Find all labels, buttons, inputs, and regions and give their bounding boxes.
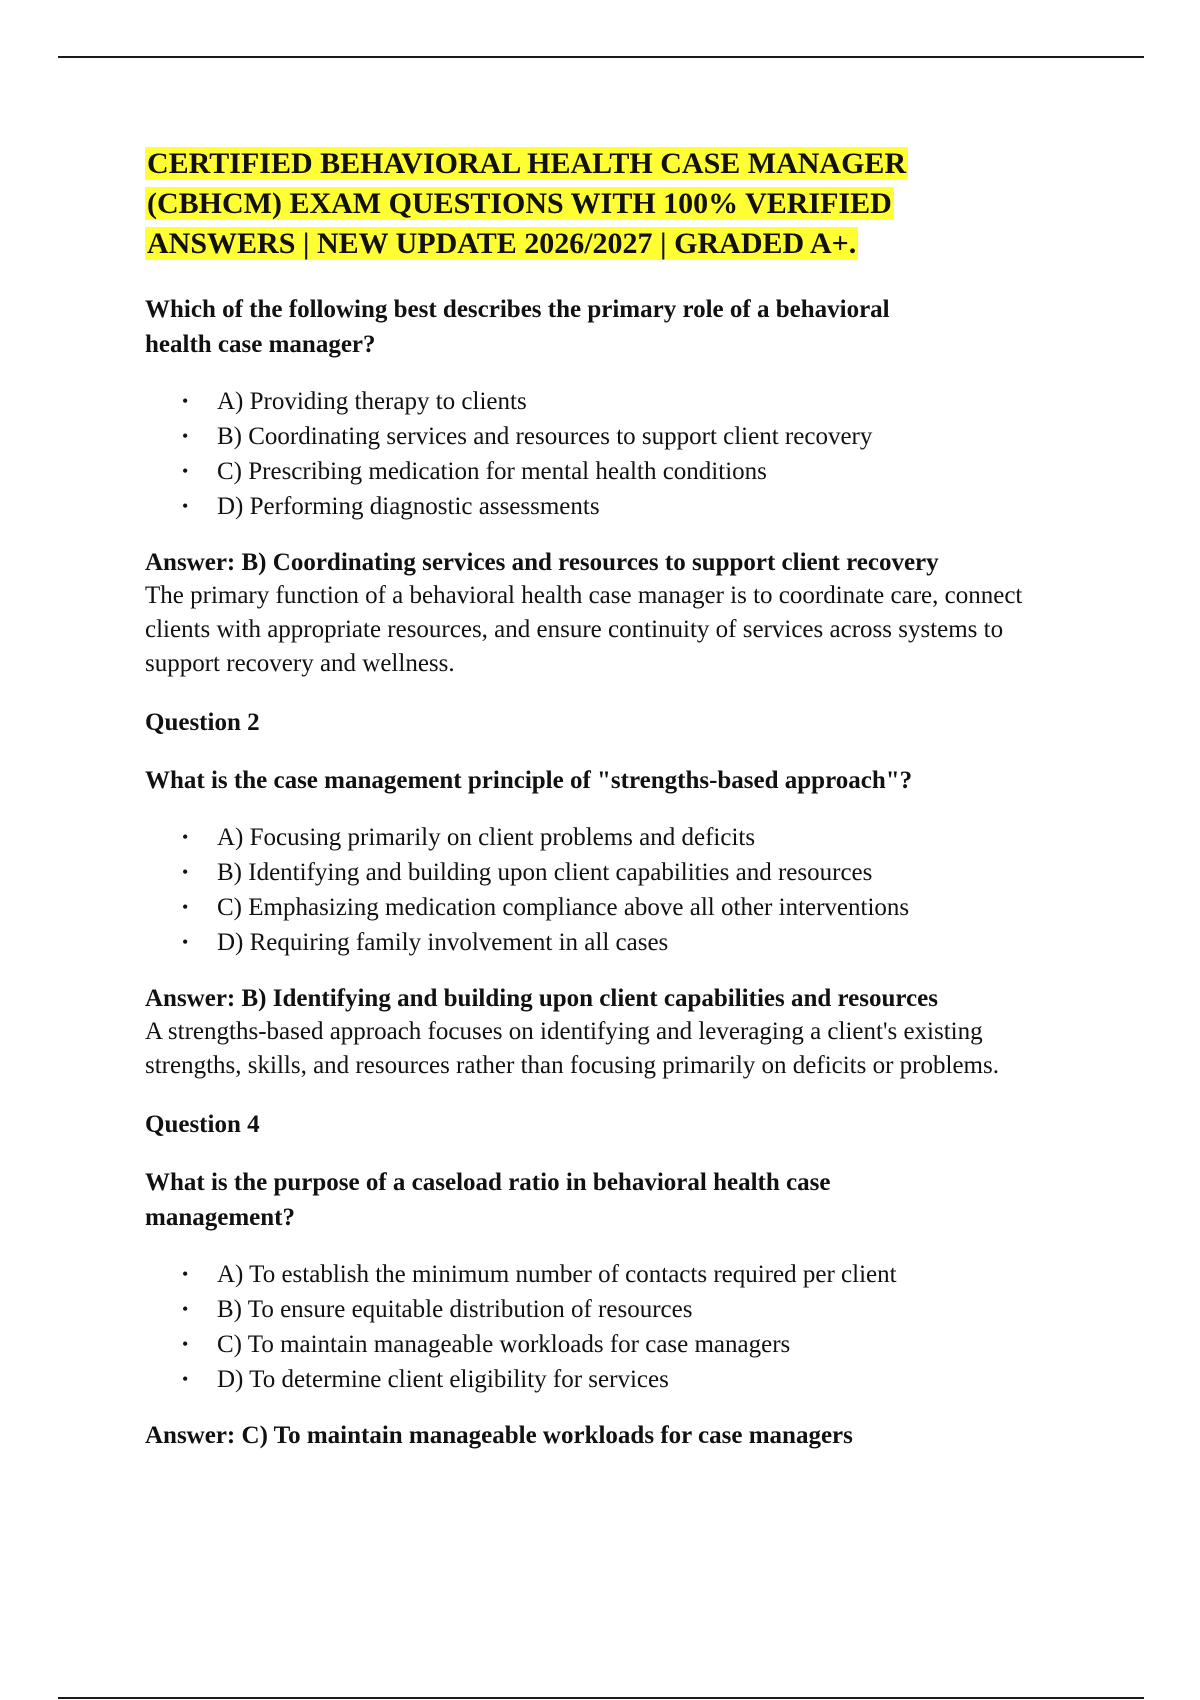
question-4-options: [145, 1257, 1065, 1397]
question-4-text: What is the purpose of a caseload ratio in behavioral health case management?: [145, 1169, 831, 1231]
question-1-options: [145, 384, 1065, 524]
document-body: [145, 144, 1065, 1452]
bullet-icon: •: [182, 1299, 189, 1319]
bullet-icon: •: [182, 897, 189, 917]
bullet-icon: •: [182, 862, 189, 882]
bullet-icon: •: [182, 391, 189, 411]
list-item: [145, 925, 1065, 960]
option-text: B) Identifying and building upon client capabilities and resources: [217, 859, 873, 886]
bullet-icon: •: [182, 827, 189, 847]
option-text: D) To determine client eligibility for services: [217, 1366, 669, 1393]
list-item: [145, 820, 1065, 855]
top-rule: [58, 56, 1144, 58]
bullet-icon: •: [182, 932, 189, 952]
question-2-text: What is the case management principle of "strengths-based approach"?: [145, 767, 913, 794]
question-2-options: [145, 820, 1065, 960]
option-text: D) Requiring family involvement in all cases: [217, 929, 669, 956]
option-text: C) To maintain manageable workloads for case managers: [217, 1331, 791, 1358]
list-item: [145, 1362, 1065, 1397]
option-text: A) Focusing primarily on client problems and deficits: [217, 824, 756, 851]
bullet-icon: •: [182, 1369, 189, 1389]
bullet-icon: •: [182, 496, 189, 516]
list-item: [145, 1257, 1065, 1292]
question-2-answer: Answer: B) Identifying and building upon client capabilities and resources: [145, 985, 938, 1012]
list-item: [145, 1292, 1065, 1327]
bullet-icon: •: [182, 1264, 189, 1284]
bottom-rule: [58, 1697, 1144, 1699]
question-2-number: Question 2: [145, 709, 260, 736]
option-text: C) Emphasizing medication compliance above all other interventions: [217, 894, 910, 921]
list-item: [145, 855, 1065, 890]
question-1-explanation: The primary function of a behavioral health case manager is to coordinate care, connect clients with appropriate resources, and ensure continuity of services across systems to support recovery and wellness.: [145, 582, 1023, 677]
question-2-explanation: A strengths-based approach focuses on identifying and leveraging a client's existing strengths, skills, and resources rather than focusing primarily on deficits or problems.: [145, 1018, 999, 1079]
list-item: [145, 454, 1065, 489]
list-item: [145, 419, 1065, 454]
list-item: [145, 384, 1065, 419]
option-text: C) Prescribing medication for mental health conditions: [217, 458, 767, 485]
question-1-answer: Answer: B) Coordinating services and resources to support client recovery: [145, 549, 939, 576]
bullet-icon: •: [182, 461, 189, 481]
list-item: [145, 1327, 1065, 1362]
title-line-2: (CBHCM) EXAM QUESTIONS WITH 100% VERIFIED: [147, 187, 892, 220]
option-text: B) To ensure equitable distribution of resources: [217, 1296, 693, 1323]
bullet-icon: •: [182, 426, 189, 446]
option-text: A) Providing therapy to clients: [217, 388, 527, 415]
bullet-icon: •: [182, 1334, 189, 1354]
question-4-number: Question 4: [145, 1111, 260, 1138]
question-4-answer: Answer: C) To maintain manageable workloads for case managers: [145, 1422, 853, 1449]
question-1-text: Which of the following best describes the primary role of a behavioral health case manager?: [145, 296, 890, 358]
title-line-1: CERTIFIED BEHAVIORAL HEALTH CASE MANAGER: [147, 147, 907, 180]
option-text: A) To establish the minimum number of contacts required per client: [217, 1261, 897, 1288]
document-title: [145, 144, 1065, 264]
title-line-3: ANSWERS | NEW UPDATE 2026/2027 | GRADED A+.: [147, 227, 857, 260]
list-item: [145, 489, 1065, 524]
option-text: D) Performing diagnostic assessments: [217, 493, 600, 520]
option-text: B) Coordinating services and resources to support client recovery: [217, 423, 873, 450]
list-item: [145, 890, 1065, 925]
